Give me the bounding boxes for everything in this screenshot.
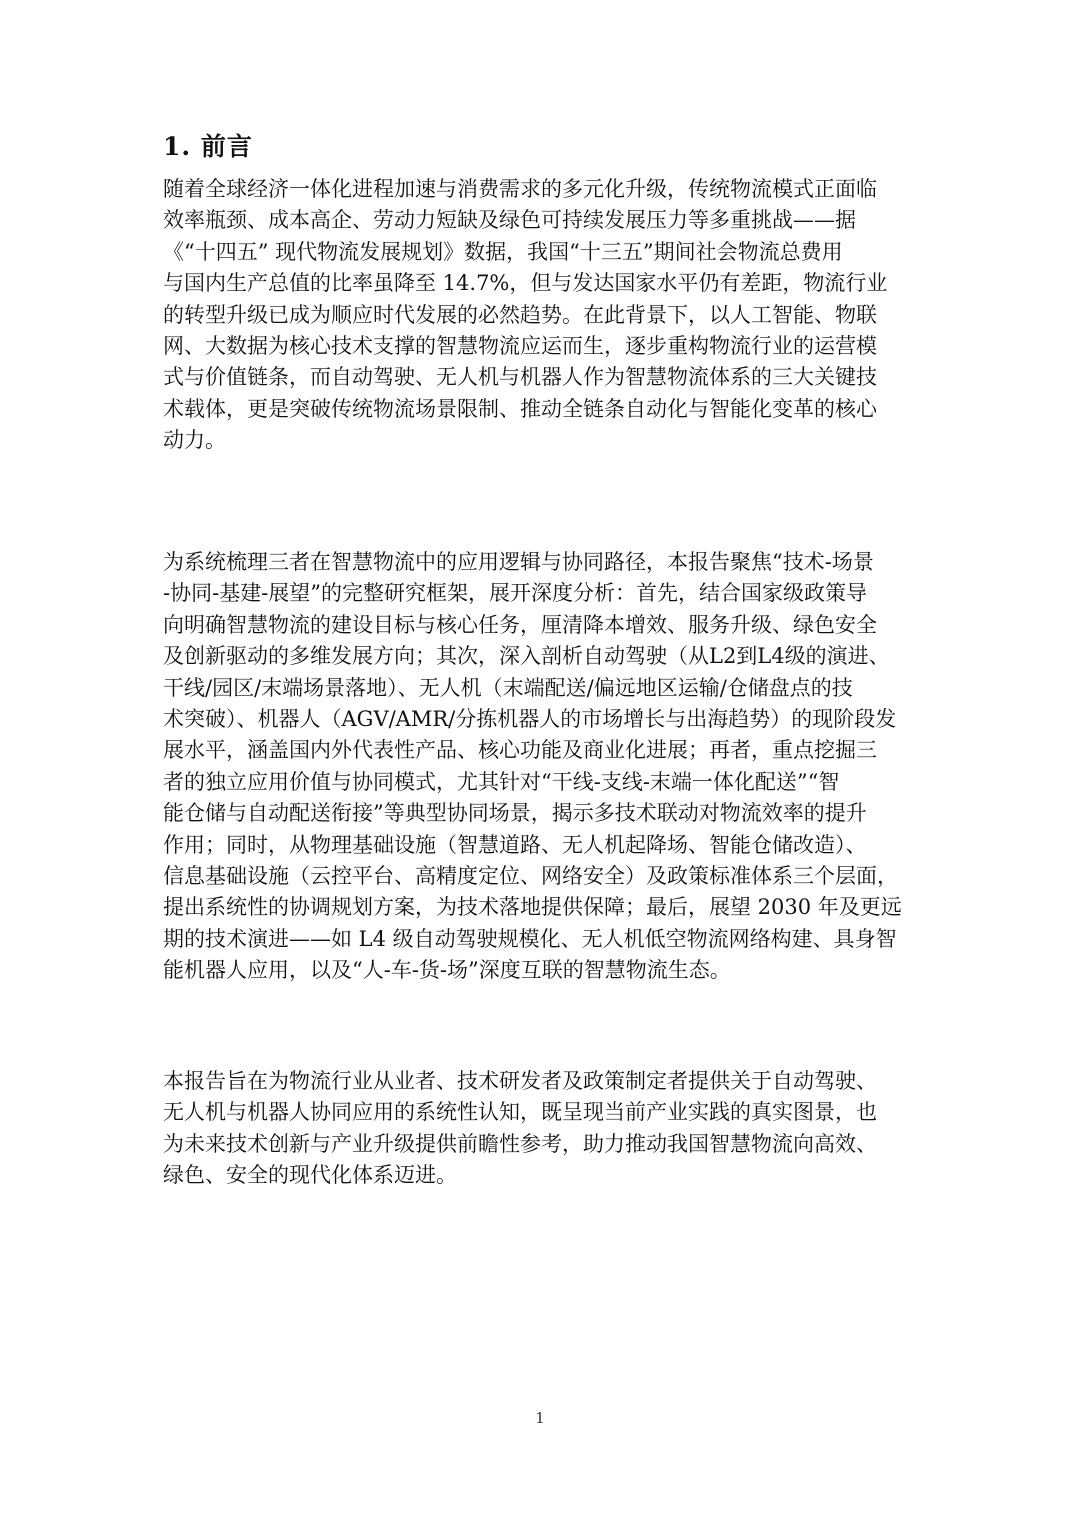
paragraph-line: 能仓储与自动配送衔接”等典型协同场景，揭示多技术联动对物流效率的提升: [163, 801, 867, 826]
paragraph-line: 式与价值链条，而自动驾驶、无人机与机器人作为智慧物流体系的三大关键技: [163, 365, 877, 390]
paragraph-line: 随着全球经济一体化进程加速与消费需求的多元化升级，传统物流模式正面临: [163, 177, 877, 201]
section-title: 前言: [200, 132, 253, 161]
paragraph-purpose: [163, 1066, 877, 1192]
paragraph-line: 无人机与机器人协同应用的系统性认知，既呈现当前产业实践的真实图景，也: [163, 1100, 877, 1125]
paragraph-line: 信息基础设施（云控平台、高精度定位、网络安全）及政策标准体系三个层面，: [163, 864, 898, 889]
paragraph-line: 展水平，涵盖国内外代表性产品、核心功能及商业化进展；再者，重点挖掘三: [163, 738, 877, 763]
paragraph-line: -协同-基建-展望”的完整研究框架，展开深度分析：首先，结合国家级政策导: [163, 581, 868, 606]
paragraph-line: 及创新驱动的多维发展方向；其次，深入剖析自动驾驶（从L2到L4级的演进、: [163, 644, 890, 669]
paragraph-line: 为系统梳理三者在智慧物流中的应用逻辑与协同路径，本报告聚焦“技术-场景: [163, 550, 874, 574]
paragraph-line: 的转型升级已成为顺应时代发展的必然趋势。在此背景下，以人工智能、物联: [163, 302, 877, 327]
paragraph-line: 为未来技术创新与产业升级提供前瞻性参考，助力推动我国智慧物流向高效、: [163, 1131, 877, 1156]
page-number: 1: [535, 1409, 545, 1427]
paragraph-line: 本报告旨在为物流行业从业者、技术研发者及政策制定者提供关于自动驾驶、: [163, 1069, 877, 1093]
paragraph-line: 《“十四五” 现代物流发展规划》数据，我国“十三五”期间社会物流总费用: [163, 239, 843, 264]
paragraph-line: 提出系统性的协调规划方案，为技术落地提供保障；最后，展望 2030 年及更远: [163, 895, 902, 920]
paragraph-line: 与国内生产总值的比率虽降至 14.7%，但与发达国家水平仍有差距，物流行业: [163, 271, 888, 296]
paragraph-introduction: [163, 174, 887, 457]
paragraph-line: 作用；同时，从物理基础设施（智慧道路、无人机起降场、智能仓储改造）、: [163, 832, 867, 857]
section-number: 1.: [163, 132, 192, 161]
paragraph-framework: [163, 547, 902, 987]
paragraph-line: 网、大数据为核心技术支撑的智慧物流应运而生，逐步重构物流行业的运营模: [163, 334, 877, 359]
paragraph-line: 者的独立应用价值与协同模式，尤其针对“干线-支线-末端一体化配送”“智: [163, 769, 840, 794]
paragraph-line: 术载体，更是突破传统物流场景限制、推动全链条自动化与智能化变革的核心: [163, 396, 877, 421]
paragraph-line: 能机器人应用，以及“人-车-货-场”深度互联的智慧物流生态。: [163, 958, 731, 983]
section-heading: [163, 128, 253, 166]
paragraph-line: 干线/园区/末端场景落地）、无人机（末端配送/偏远地区运输/仓储盘点的技: [163, 675, 853, 700]
paragraph-line: 术突破）、机器人（AGV/AMR/分拣机器人的市场增长与出海趋势）的现阶段发: [163, 707, 897, 732]
paragraph-line: 动力。: [163, 428, 226, 453]
paragraph-line: 向明确智慧物流的建设目标与核心任务，厘清降本增效、服务升级、绿色安全: [163, 612, 877, 637]
paragraph-line: 效率瓶颈、成本高企、劳动力短缺及绿色可持续发展压力等多重挑战——据: [163, 208, 856, 233]
paragraph-line: 期的技术演进——如 L4 级自动驾驶规模化、无人机低空物流网络构建、具身智: [163, 926, 897, 951]
paragraph-line: 绿色、安全的现代化体系迈进。: [163, 1163, 457, 1188]
